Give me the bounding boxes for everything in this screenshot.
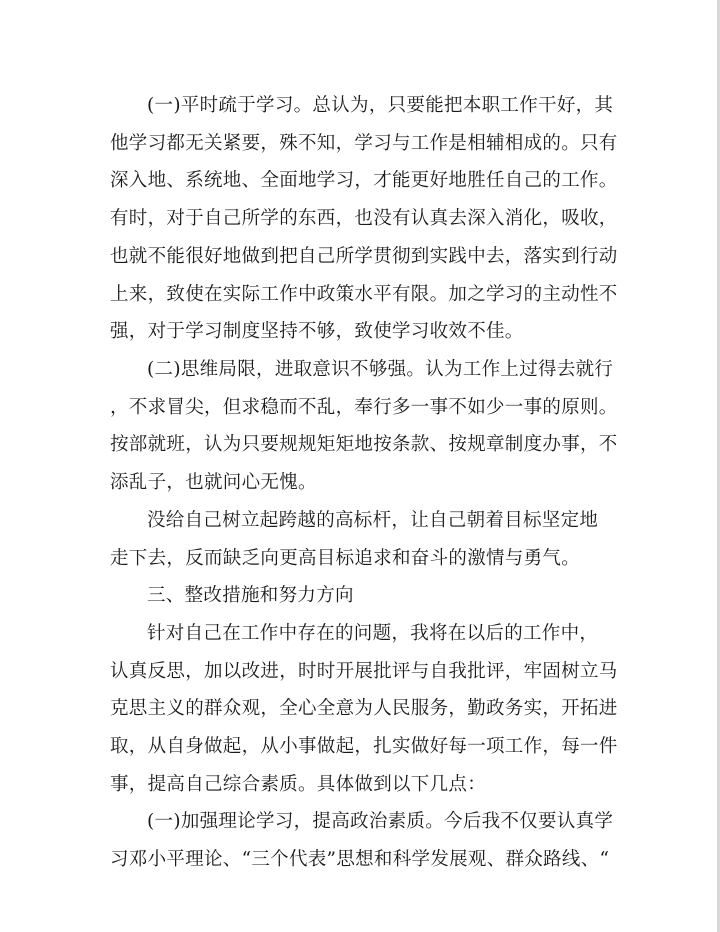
section-heading: 三、整改措施和努力方向	[147, 585, 354, 606]
paragraph-line: 按部就班，认为只要规规矩矩地按条款、按规章制度办事，不	[110, 434, 618, 455]
paragraph-line: 深入地、系统地、全面地学习，才能更好地胜任自己的工作。	[110, 170, 618, 191]
paragraph-line: 添乱子，也就问心无愧。	[110, 472, 317, 493]
paragraph-line: 习邓小平理论、“三个代表”思想和科学发展观、群众路线、“	[110, 849, 610, 870]
paragraph-line: (一)平时疏于学习。总认为，只要能把本职工作干好，其	[147, 95, 614, 116]
paragraph-line: 针对自己在工作中存在的问题，我将在以后的工作中，	[147, 623, 599, 644]
paragraph-line: 有时，对于自己所学的东西，也没有认真去深入消化，吸收，	[110, 208, 618, 229]
paragraph-line: 强，对于学习制度坚持不够，致使学习收效不佳。	[110, 321, 524, 342]
paragraph-line: 也就不能很好地做到把自己所学贯彻到实践中去，落实到行动	[110, 246, 618, 267]
paragraph-line: 取，从自身做起，从小事做起，扎实做好每一项工作，每一件	[110, 736, 618, 757]
paragraph-line: 他学习都无关紧要，殊不知，学习与工作是相辅相成的。只有	[110, 133, 618, 154]
paragraph-line: 事，提高自己综合素质。具体做到以下几点：	[110, 774, 487, 795]
paragraph-line: 上来，致使在实际工作中政策水平有限。加之学习的主动性不	[110, 284, 618, 305]
paragraph-line: 没给自己树立起跨越的高标杆，让自己朝着目标坚定地	[147, 510, 599, 531]
paragraph-line: 认真反思，加以改进，时时开展批评与自我批评，牢固树立马	[110, 661, 618, 682]
paragraph-line: (一)加强理论学习，提高政治素质。今后我不仅要认真学	[147, 811, 614, 832]
paragraph-line: 克思主义的群众观，全心全意为人民服务，勤政务实，开拓进	[110, 698, 618, 719]
paragraph-line: ，不求冒尖，但求稳而不乱，奉行多一事不如少一事的原则。	[110, 397, 618, 418]
paragraph-line: 走下去，反而缺乏向更高目标追求和奋斗的激情与勇气。	[110, 548, 581, 569]
paragraph-line: (二)思维局限，进取意识不够强。认为工作上过得去就行	[147, 359, 614, 380]
